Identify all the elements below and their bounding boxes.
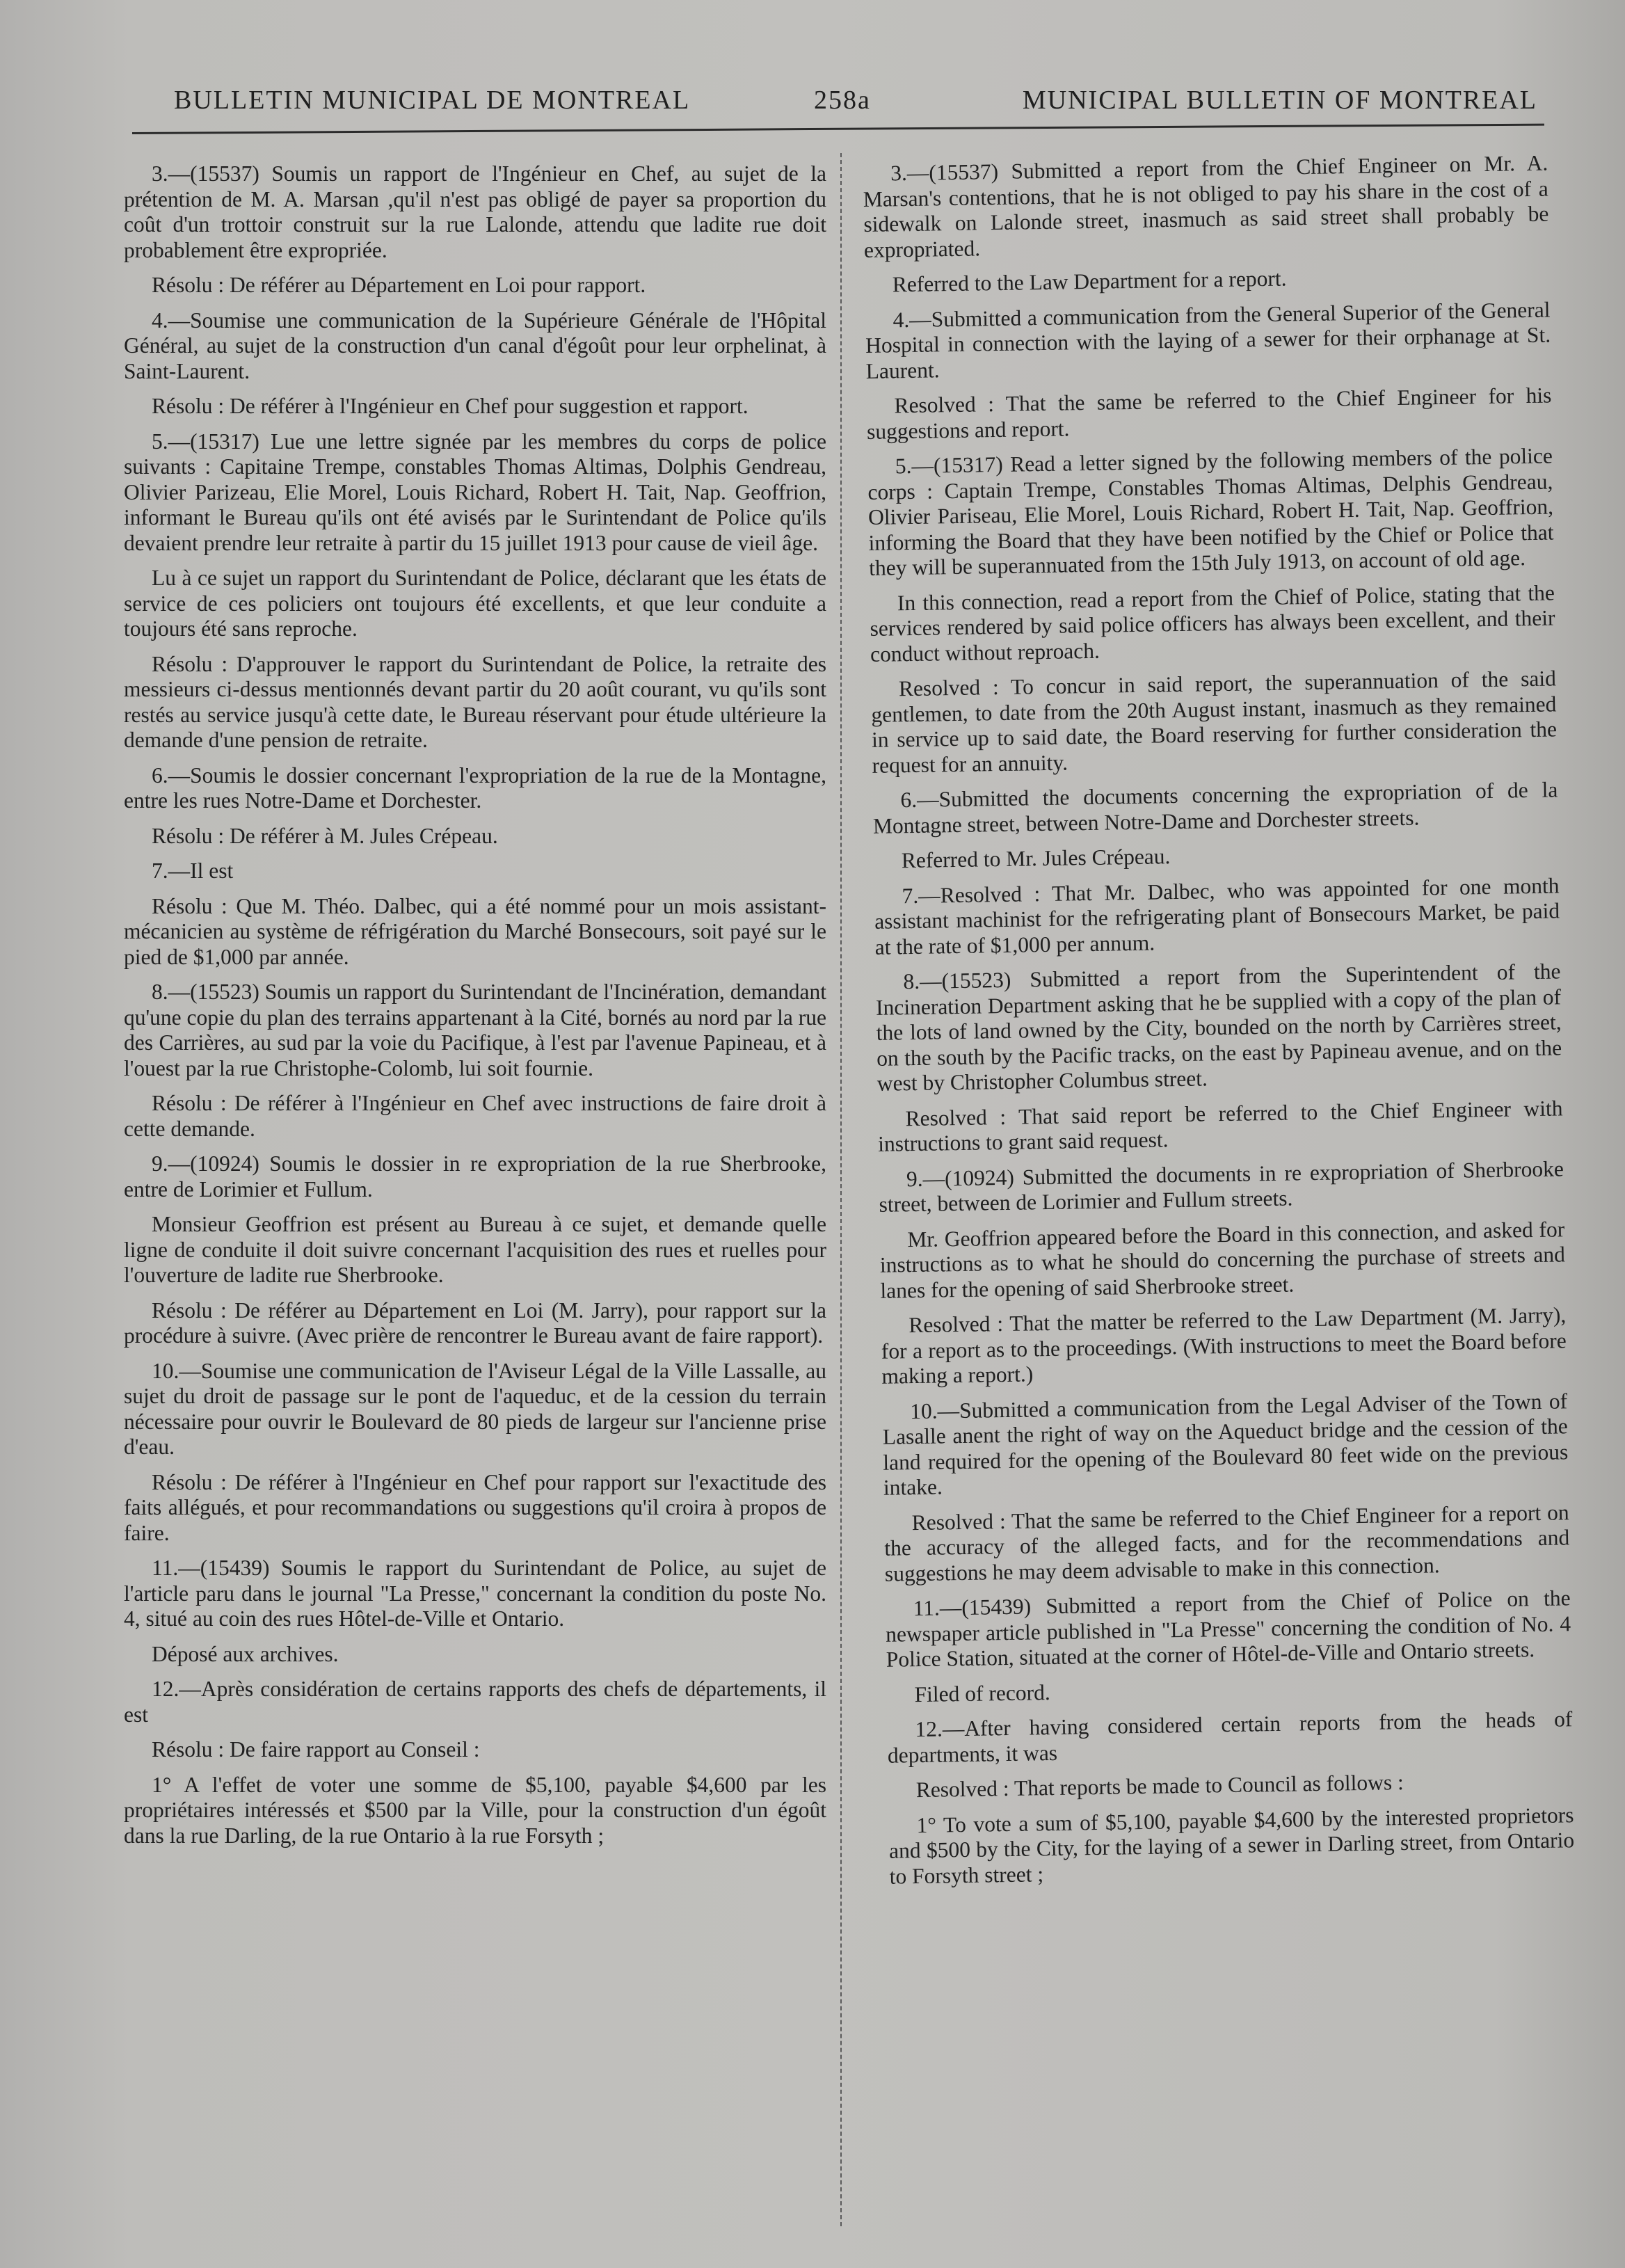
paragraph: 3.—(15537) Submitted a report from the Chief Engineer on Mr. A. Marsan's contentions, that he is not obliged to pay his share in the cost of a sidewalk on Lalonde street, inasmuch as said street shall probably be expropriated. (863, 150, 1549, 262)
paragraph: 10.—Submitted a communication from the Legal Adviser of the Town of Lasalle anent the right of way on the Aqueduct bridge and the cession of the land required for the opening of the Boulevard 80 feet wide on the previous intake. (882, 1388, 1569, 1500)
paragraph: 7.—Il est (152, 859, 234, 883)
paragraph: 11.—(15439) Soumis le rapport du Surintendant de Police, au sujet de l'article paru dans le journal "La Presse," concernant la condition du poste No. 4, situé au coin des rues Hôtel-de-Ville et Ontario. (124, 1556, 826, 1631)
paragraph: Resolved : To concur in said report, the superannuation of the said gentlemen, to date from the 20th August instant, inasmuch as they remained in service up to said date, the Board reserving for further consideration the request for an annuity. (871, 666, 1558, 778)
paragraph: Resolved : That the matter be referred to the Law Department (M. Jarry), for a report as to the proceedings. (With instructions to meet the Board before making a report.) (881, 1302, 1567, 1389)
paragraph: Filed of record. (914, 1679, 1050, 1707)
paragraph: Resolved : That said report be referred to the Chief Engineer with instructions to grant said request. (877, 1095, 1563, 1156)
column-divider (840, 153, 842, 2226)
paragraph: Résolu : De référer à l'Ingénieur en Chef avec instructions de faire droit à cette demande. (124, 1091, 826, 1141)
paragraph: 3.—(15537) Soumis un rapport de l'Ingénieur en Chef, au sujet de la prétention de M. A. Marsan ,qu'il n'est pas obligé de payer sa proportion du coût d'un trottoir construit sur la rue Lalonde, attendu que ladite rue doit probablement être expropriée. (124, 161, 826, 262)
paragraph: Résolu : De référer à l'Ingénieur en Chef pour suggestion et rapport. (152, 394, 749, 418)
paragraph: 6.—Soumis le dossier concernant l'expropriation de la rue de la Montagne, entre les rues Notre-Dame et Dorchester. (124, 762, 826, 813)
header-title-french: BULLETIN MUNICIPAL DE MONTREAL (174, 86, 691, 115)
paragraph: Résolu : De référer à M. Jules Crépeau. (152, 823, 498, 848)
paragraph: 6.—Submitted the documents concerning the expropriation of de la Montagne street, between Notre-Dame and Dorchester streets. (872, 777, 1558, 838)
paragraph: 1° To vote a sum of $5,100, payable $4,600 by the interested proprietors and $500 by the City, for the laying of a sewer in Darling street, from Ontario to Forsyth street ; (888, 1802, 1575, 1889)
paragraph: 5.—(15317) Read a letter signed by the following members of the police corps : Captain Trempe, Constables Thomas Altimas, Delphis Gendreau, Olivier Pariseau, Elie Morel, Louis Richard, Robert H. Tait, Nap. Geoffrion, informing the Board that they have been notified by the Chief or Police that they will be superannuated from the 15th July 1913, on account of old age. (867, 443, 1554, 580)
french-column (124, 161, 826, 1858)
paragraph: 10.—Soumise une communication de l'Aviseur Légal de la Ville Lassalle, au sujet du droit de passage sur le pont de l'aqueduc, et de la cession du terrain nécessaire pour ouvrir le Boulevard de 80 pieds de largeur sur l'ancienne prise d'eau. (124, 1358, 826, 1459)
page-header (132, 78, 1537, 120)
paragraph: In this connection, read a report from the Chief of Police, stating that the services rendered by said police officers has always been excellent, and their conduct without reproach. (870, 580, 1555, 666)
paragraph: Resolved : That the same be referred to the Chief Engineer for a report on the accuracy of the alleged facts, and for the recommendations and suggestions he may deem advisable to make in this connection. (884, 1499, 1570, 1586)
paragraph: 12.—Après considération de certains rapports des chefs de départements, il est (124, 1677, 826, 1727)
paragraph: Résolu : D'approuver le rapport du Surintendant de Police, la retraite des messieurs ci-dessus mentionnés devant partir du 20 août courant, vu qu'ils sont restés au service jusqu'à cette date, le Bureau réservant pour étude ultérieure la demande d'une pension de retraite. (124, 651, 826, 752)
paragraph: Mr. Geoffrion appeared before the Board in this connection, and asked for instructions as to what he should do concerning the purchase of streets and lanes for the opening of said Sherbrooke street. (879, 1216, 1566, 1303)
header-rule (132, 124, 1544, 134)
paragraph: Résolu : De référer au Département en Loi (M. Jarry), pour rapport sur la procédure à suivre. (Avec prière de rencontrer le Bureau avant de faire rapport). (124, 1297, 826, 1348)
paragraph: 12.—After having considered certain reports from the heads of departments, it was (887, 1707, 1573, 1768)
paragraph: Déposé aux archives. (152, 1641, 339, 1666)
paragraph: Résolu : De référer à l'Ingénieur en Chef pour rapport sur l'exactitude des faits allégués, et pour recommandations ou suggestions qu'il croira à propos de faire. (124, 1469, 826, 1545)
paragraph: Resolved : That reports be made to Council as follows : (915, 1770, 1404, 1803)
paragraph: Lu à ce sujet un rapport du Surintendant de Police, déclarant que les états de service de ces policiers ont toujours été excellents, et que leur conduite a toujours été sans reproche. (124, 566, 826, 641)
paragraph: Resolved : That the same be referred to the Chief Engineer for his suggestions and report. (866, 383, 1552, 444)
paragraph: 9.—(10924) Soumis le dossier in re expropriation de la rue Sherbrooke, entre de Lorimier et Fullum. (124, 1151, 826, 1201)
page-number: 258a (814, 86, 871, 115)
paragraph: 9.—(10924) Submitted the documents in re expropriation of Sherbrooke street, between de Lorimier and Fullum streets. (879, 1156, 1564, 1217)
english-column (863, 151, 1575, 1899)
paragraph: 4.—Submitted a communication from the General Superior of the General Hospital in connection with the laying of a sewer for their orphanage at St. Laurent. (865, 297, 1551, 383)
paragraph: 8.—(15523) Soumis un rapport du Surintendant de l'Incinération, demandant qu'une copie du plan des terrains appartenant à la Cité, bornés au nord par la rue des Carrières, au sud par la voie du Pacifique, à l'est par l'avenue Papineau, et à l'ouest par la rue Christophe-Colomb, lui soit fournie. (124, 980, 826, 1080)
paragraph: 1° A l'effet de voter une somme de $5,100, payable $4,600 par les propriétaires intéressés et $500 par la Ville, pour la construction d'un égoût dans la rue Darling, de la rue Ontario à la rue Forsyth ; (124, 1772, 826, 1848)
paragraph: 11.—(15439) Submitted a report from the Chief of Police on the newspaper article published in "La Presse" concerning the condition of No. 4 Police Station, situated at the corner of Hôtel-de-Ville and Ontario streets. (885, 1586, 1571, 1672)
paragraph: Résolu : De référer au Département en Loi pour rapport. (152, 273, 646, 297)
paragraph: 4.—Soumise une communication de la Supérieure Générale de l'Hôpital Général, au sujet de la construction d'un canal d'égoût pour leur orphelinat, à Saint-Laurent. (124, 308, 826, 383)
paragraph: Referred to the Law Department for a report. (892, 266, 1287, 297)
paragraph: 8.—(15523) Submitted a report from the Superintendent of the Incineration Department asking that he be supplied with a copy of the plan of the lots of land owned by the City, bounded on the north by Carrières street, on the south by the Pacific tracks, on the east by Papineau avenue, and on the west by Christopher Columbus street. (875, 959, 1562, 1096)
paragraph: 5.—(15317) Lue une lettre signée par les membres du corps de police suivants : Capitaine Trempe, constables Thomas Altimas, Dolphis Gendreau, Olivier Parizeau, Elie Morel, Louis Richard, Robert H. Tait, Nap. Geoffrion, informant le Bureau qu'ils ont été avisés par le Surintendant de Police qu'ils devaient prendre leur retraite à partir du 15 juillet 1913 pour cause de vieil âge. (124, 429, 826, 555)
paragraph: Résolu : Que M. Théo. Dalbec, qui a été nommé pour un mois assistant-mécanicien au système de réfrigération du Marché Bonsecours, soit payé sur le pied de $1,000 par année. (124, 893, 826, 969)
paragraph: Referred to Mr. Jules Crépeau. (901, 844, 1171, 873)
paragraph: 7.—Resolved : That Mr. Dalbec, who was appointed for one month assistant machinist for the refrigerating plant of Bonsecours Market, be paid at the rate of $1,000 per annum. (874, 872, 1560, 959)
paragraph: Résolu : De faire rapport au Conseil : (152, 1737, 480, 1762)
header-title-english: MUNICIPAL BULLETIN OF MONTREAL (1022, 86, 1537, 115)
paragraph: Monsieur Geoffrion est présent au Bureau à ce sujet, et demande quelle ligne de conduite il doit suivre concernant l'acquisition des rues et ruelles pour l'ouverture de ladite rue Sherbrooke. (124, 1212, 826, 1287)
